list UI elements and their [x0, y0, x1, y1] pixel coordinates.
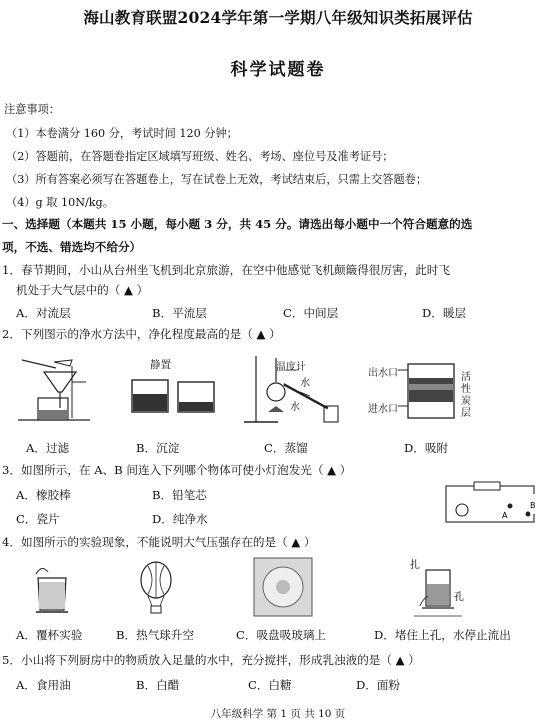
adsorption-diagram	[398, 360, 462, 422]
q3-option-c: C．瓷片	[16, 512, 60, 526]
q2-option-d: D．吸附	[404, 441, 449, 455]
circuit-label-b: B	[530, 501, 536, 510]
q1-option-a: A．对流层	[16, 306, 71, 320]
exam-subtitle: 科学试题卷	[230, 60, 326, 80]
question-2-stem: 2．下列图示的净水方法中，净化程度最高的是（ ▲ ）	[2, 327, 281, 341]
q5-option-c: C．白糖	[248, 678, 292, 692]
water-in-label: 水	[290, 402, 300, 413]
suction-cup-diagram	[252, 556, 314, 618]
question-4-stem: 4．如图所示的实验现象，不能说明大气压强存在的是（ ▲ ）	[2, 535, 316, 549]
q1-option-d: D．暖层	[422, 306, 467, 320]
q2-option-b: B．沉淀	[136, 441, 180, 455]
note-item: （4）g 取 10N/kg。	[6, 196, 114, 209]
cup-experiment-diagram	[26, 560, 78, 618]
q3-option-b: B．铅笔芯	[152, 488, 207, 502]
filtration-diagram	[14, 352, 94, 424]
question-3-stem: 3．如图所示，在 A、B 间连入下列哪个物体可使小灯泡发光（ ▲ ）	[2, 463, 352, 477]
question-1-stem: 1．春节期间，小山从台州坐飞机到北京旅游，在空中他感觉飞机颠簸得很厉害，此时飞	[2, 263, 450, 277]
q3-option-a: A．橡胶棒	[16, 488, 71, 502]
hot-air-balloon-diagram	[136, 560, 176, 618]
q4-option-b: B．热气球升空	[116, 628, 195, 642]
q4-option-c: C．吸盘吸玻璃上	[236, 628, 327, 642]
q2-option-a: A．过滤	[26, 441, 70, 455]
carbon-layer-label: 活性炭层	[461, 372, 471, 419]
notes-heading: 注意事项：	[4, 103, 60, 116]
section-heading: 一、选择题（本题共 15 小题，每小题 3 分，共 45 分。请选出每小题中一个符合题意的选	[2, 217, 473, 231]
q2-option-c: C．蒸馏	[264, 441, 308, 455]
water-out-label: 水	[300, 378, 310, 389]
bottle-hole-label: 孔	[454, 592, 464, 603]
question-5-stem: 5．小山将下列厨房中的物质放入足量的水中，充分搅拌，形成乳浊液的是（ ▲ ）	[2, 653, 420, 667]
q5-option-d: D．面粉	[356, 678, 401, 692]
circuit-diagram	[440, 480, 540, 528]
section-heading-cont: 项，不选、错选均不给分）	[2, 240, 142, 254]
q5-option-a: A．食用油	[16, 678, 71, 692]
inlet-label: 进水口	[368, 404, 398, 415]
q3-option-d: D．纯净水	[152, 512, 208, 526]
bottle-top-label: 扎	[410, 560, 420, 571]
settle-label: 静置	[150, 359, 171, 371]
question-1-stem-cont: 机处于大气层中的（ ▲ ）	[16, 283, 149, 297]
outlet-label: 出水口	[368, 368, 398, 379]
note-item: （2）答题前，在答题卷指定区域填写班级、姓名、考场、座位号及准考证号；	[6, 150, 394, 163]
sedimentation-diagram	[128, 376, 220, 416]
note-item: （1）本卷满分 160 分，考试时间 120 分钟；	[6, 127, 238, 140]
thermometer-label: 温度计	[276, 362, 306, 373]
note-item: （3）所有答案必须写在答题卷上，写在试卷上无效，考试结束后，只需上交答题卷；	[6, 173, 428, 186]
q1-option-c: C．中间层	[283, 306, 339, 320]
circuit-label-a: A	[502, 511, 508, 520]
q4-option-d: D．堵住上孔，水停止流出	[374, 628, 511, 642]
page-footer: 八年级科学 第 1 页 共 10 页	[210, 708, 346, 720]
bottle-holes-diagram	[406, 556, 470, 620]
q1-option-b: B．平流层	[152, 306, 207, 320]
exam-title: 海山教育联盟2024学年第一学期八年级知识类拓展评估	[83, 8, 473, 27]
q4-option-a: A．覆杯实验	[16, 628, 83, 642]
q5-option-b: B．白醋	[136, 678, 180, 692]
